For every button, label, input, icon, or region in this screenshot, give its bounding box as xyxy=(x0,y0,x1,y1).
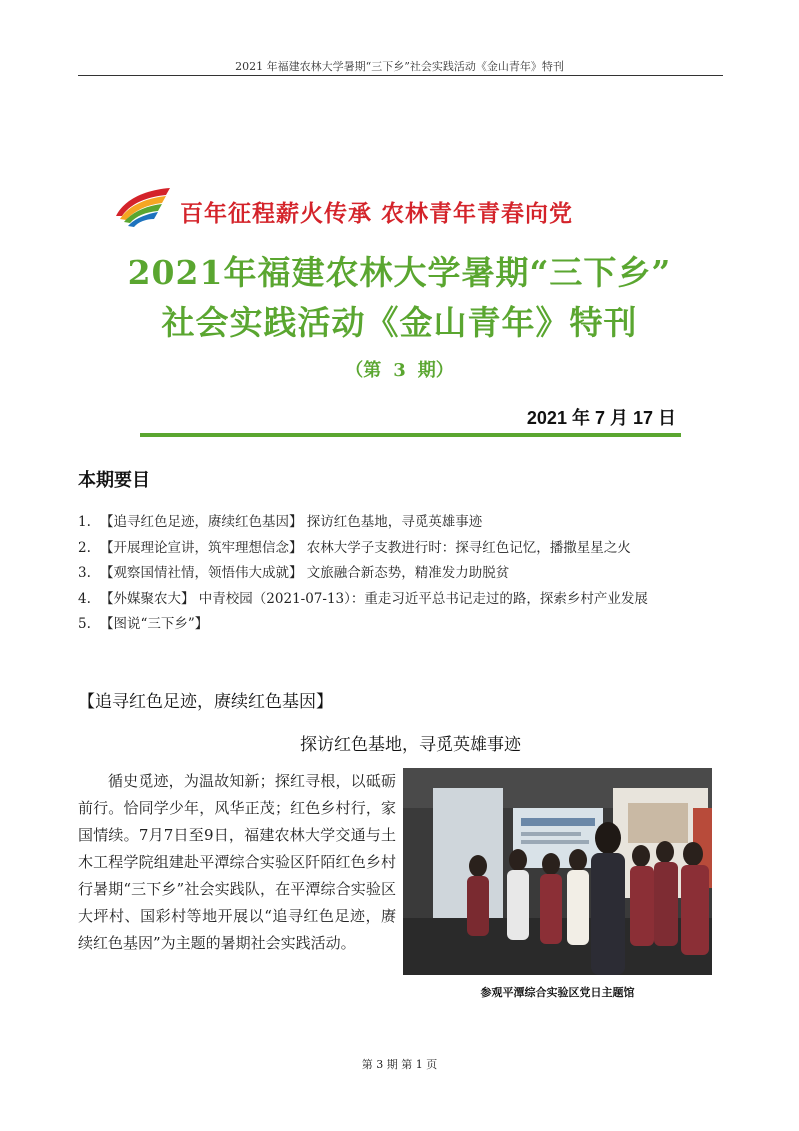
toc-item-number: 5. xyxy=(78,616,91,632)
toc-item-tag: 【外媒聚农大】 xyxy=(100,590,195,607)
toc-item-title: 农林大学子支教进行时：探寻红色记忆，播撒星星之火 xyxy=(306,539,631,556)
toc-item-tag: 【开展理论宣讲，筑牢理想信念】 xyxy=(100,539,303,556)
toc-item[interactable] xyxy=(78,512,738,538)
toc-item[interactable] xyxy=(78,614,738,640)
running-header: 2021 年福建农林大学暑期“三下乡”社会实践活动《金山青年》特刊 xyxy=(235,60,564,73)
issue-date: 2021 年 7 月 17 日 xyxy=(526,408,676,428)
page-footer: 第 3 期 第 1 页 xyxy=(361,1058,438,1071)
toc-item-number: 4. xyxy=(78,590,91,607)
divider-bar xyxy=(140,433,681,437)
issue-open: （第 xyxy=(345,360,382,381)
article-title: 探访红色基地，寻觅英雄事迹 xyxy=(300,735,521,755)
masthead-title-line2: 社会实践活动《金山青年》特刊 xyxy=(161,303,638,342)
museum-visit-photo xyxy=(403,768,712,975)
issue-value: 3 xyxy=(393,360,406,381)
toc-item-tag: 【观察国情社情，领悟伟大成就】 xyxy=(100,565,303,581)
toc-item[interactable] xyxy=(78,563,738,589)
toc-item-number: 2. xyxy=(78,539,91,556)
section-heading: 【追寻红色足迹，赓续红色基因】 xyxy=(78,692,333,712)
toc-item[interactable] xyxy=(78,589,738,615)
toc-item-number: 3. xyxy=(78,565,91,581)
toc-item-number: 1. xyxy=(78,514,91,530)
slogan: 百年征程薪火传承 农林青年青春向党 xyxy=(180,201,574,227)
header-rule xyxy=(78,75,723,76)
toc-item-title: 中青校园（2021-07-13）：重走习近平总书记走过的路，探索乡村产业发展 xyxy=(198,590,648,607)
toc-item[interactable] xyxy=(78,538,738,564)
issue-close: 期） xyxy=(417,360,454,381)
toc-item-tag: 【图说“三下乡”】 xyxy=(100,616,209,632)
toc-heading: 本期要目 xyxy=(78,470,150,490)
issue-number xyxy=(0,356,799,382)
rainbow-logo-icon xyxy=(114,186,172,232)
toc-item-tag: 【追寻红色足迹，赓续红色基因】 xyxy=(100,514,303,530)
table-of-contents xyxy=(78,512,738,640)
photo-caption: 参观平潭综合实验区党日主题馆 xyxy=(480,987,635,999)
article-body: 循史觅迹，为温故知新；探红寻根，以砥砺前行。恰同学少年，风华正茂；红色乡村行，家国情续。7月7日至9日，福建农林大学交通与土木工程学院组建赴平潭综合实验区阡陌红色乡村行暑期“三下乡”社会实践队，在平潭综合实验区大坪村、国彩村等地开展以“追寻红色足迹，赓续红色基因”为主题的暑期社会实践活动。 xyxy=(78,772,396,952)
masthead-title-line1: 2021年福建农林大学暑期“三下乡” xyxy=(127,253,672,292)
toc-item-title: 探访红色基地，寻觅英雄事迹 xyxy=(306,514,483,530)
toc-item-title: 文旅融合新态势，精准发力助脱贫 xyxy=(306,565,510,581)
